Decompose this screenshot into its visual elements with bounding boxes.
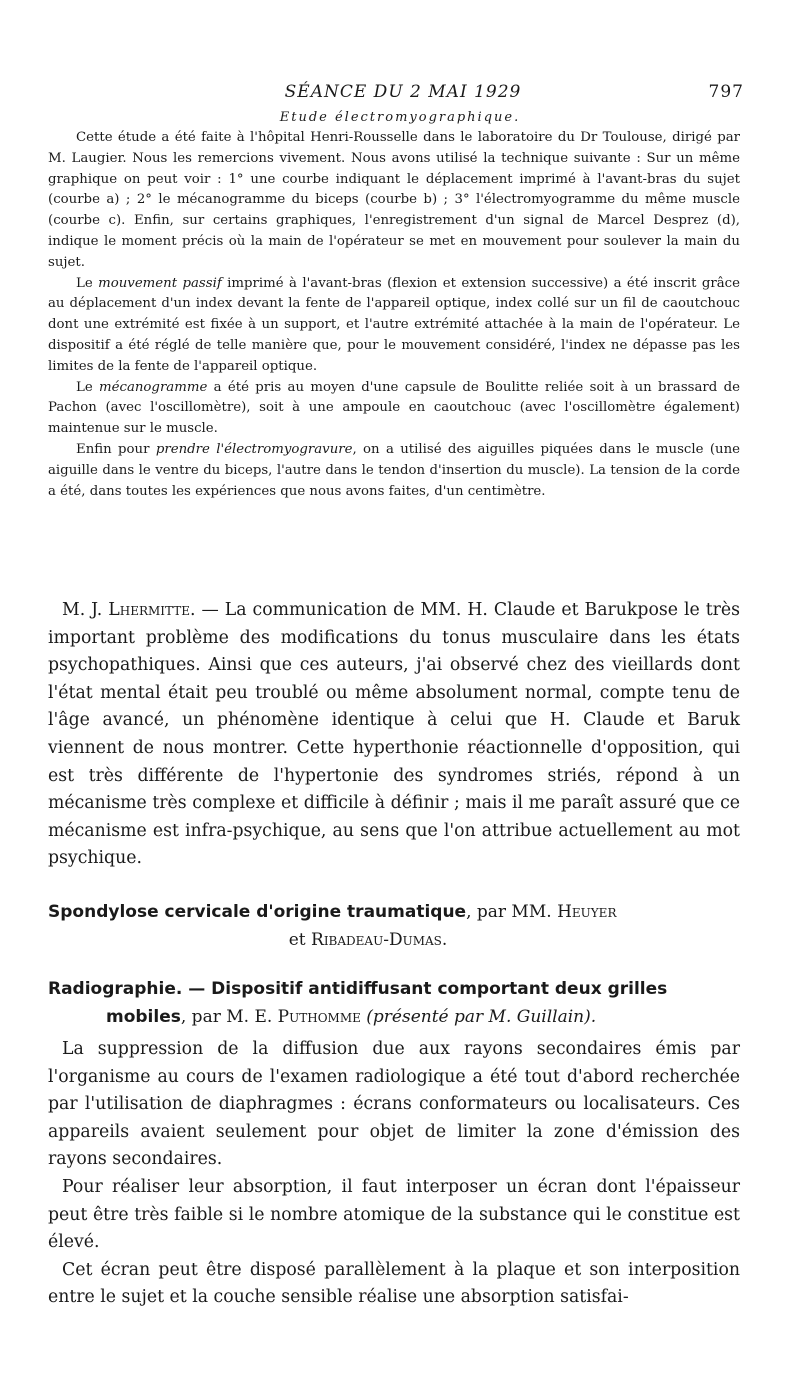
radiographie-by: , par M. E. (180, 1007, 278, 1027)
etude-paragraph-3 (48, 378, 740, 440)
para-rest: imprimé à l'avant-bras (flexion et extension successive) a été inscrit grâce au déplacement d'un index devant la fente de l'appareil optique, index collé sur un fil de caoutchouc dont une extrémité est fixée à un support, et l'autre extrémité attachée à la main de l'opérateur. Le dispositif a été réglé de telle manière que, pour le mouvement considéré, l'index ne dépasse pas les limites de la fente de l'appareil optique. (48, 275, 740, 374)
spondylose-line-2 (48, 926, 748, 954)
para-lead: Enfin pour (76, 441, 156, 457)
radiographie-heading (48, 975, 748, 1031)
spondylose-by: , par MM. (466, 902, 558, 922)
spondylose-author-1: Heuyer (557, 902, 617, 922)
spondylose-title: Spondylose cervicale d'origine traumatique (48, 902, 467, 922)
etude-text (48, 128, 740, 502)
para-emphasis: mécanogramme (99, 379, 208, 395)
radiographie-presented: (présenté par M. Guillain). (366, 1007, 597, 1027)
para-lead: Le (76, 379, 100, 395)
spondylose-and: et (288, 930, 312, 950)
comment-text: — La communication de MM. H. Claude et Barukpose le très important problème des modifications du tonus musculaire dans les états psychopathiques. Ainsi que ces auteurs, j'ai observé chez des vieillards dont l'état mental était peu troublé ou même absolument normal, compte tenu de l'âge avancé, un phénomène identique à celui que H. Claude et Baruk viennent de nous montrer. Cette hyperthonie réactionnelle d'opposition, qui est très différente de l'hypertonie des syndromes striés, répond à un mécanisme très complexe et difficile à définir ; mais il me paraît assuré que ce mécanisme est infra-psychique, au sens que l'on attribue actuellement au mot psychique. (48, 600, 741, 869)
running-title: SÉANCE DU 2 MAI 1929 (284, 82, 522, 102)
para-emphasis: prendre l'électromyogravure (155, 441, 353, 457)
radiographie-author: Puthomme (277, 1007, 361, 1027)
radio-paragraph-1: La suppression de la diffusion due aux rayons secondaires émis par l'organisme au cours de l'examen radiologique a été tout d'abord recherchée par l'utilisation de diaphragmes : écrans conformateurs ou localisateurs. Ces appareils avaient seulement pour objet de limiter la zone d'émission des rayons secondaires. (48, 1039, 740, 1170)
radiographie-text (48, 1036, 740, 1312)
para-lead: Le (76, 275, 99, 291)
radiographie-line-2 (48, 1007, 596, 1027)
para-rest: a été pris au moyen d'une capsule de Boulitte reliée soit à un brassard de Pachon (avec l'oscillomètre), soit à une ampoule en caoutchouc (avec l'oscillomètre également) maintenue sur le muscle. (48, 379, 740, 437)
author-name: M. J. Lhermitte. (62, 600, 196, 620)
lhermitte-paragraph (48, 597, 740, 873)
spondylose-author-2: Ribadeau-Dumas. (311, 930, 448, 950)
para-rest: , on a utilisé des aiguilles piquées dans le muscle (une aiguille dans le ventre du biceps, l'autre dans le tendon d'insertion du muscle). La tension de la corde a été, dans toutes les expériences que nous avons faites, d'un centimètre. (48, 441, 740, 499)
radio-paragraph-2: Pour réaliser leur absorption, il faut interposer un écran dont l'épaisseur peut être très faible si le nombre atomique de la substance qui le constitue est élevé. (48, 1176, 740, 1253)
page-header (62, 82, 744, 106)
etude-paragraph-2 (48, 274, 740, 378)
radiographie-title: Radiographie. — Dispositif antidiffusant comportant deux grilles (48, 979, 668, 999)
etude-paragraph-4 (48, 440, 740, 502)
radiographie-title-end: mobiles (106, 1007, 181, 1027)
radio-paragraph-3: Cet écran peut être disposé parallèlement à la plaque et son interposition entre le sujet et la couche sensible réalise une absorption satisfai- (48, 1259, 740, 1308)
spondylose-heading (48, 898, 748, 954)
lhermitte-comment (48, 597, 740, 873)
para-emphasis: mouvement passif (98, 275, 222, 291)
page-number: 797 (708, 82, 744, 102)
etude-paragraph-1: Cette étude a été faite à l'hôpital Henri-Rousselle dans le laboratoire du Dr Toulouse, dirigé par M. Laugier. Nous les remercions vivement. Nous avons utilisé la technique suivante : Sur un même graphique on peut voir : 1° une courbe indiquant le déplacement imprimé à l'avant-bras du sujet (courbe a) ; 2° le mécanogramme du biceps (courbe b) ; 3° l'électromyogramme du même muscle (courbe c). Enfin, sur certains graphiques, l'enregistrement d'un signal de Marcel Desprez (d), indique le moment précis où la main de l'opérateur se met en mouvement pour soulever la main du sujet. (48, 130, 740, 270)
section-title: Etude électromyographique. (279, 110, 521, 125)
